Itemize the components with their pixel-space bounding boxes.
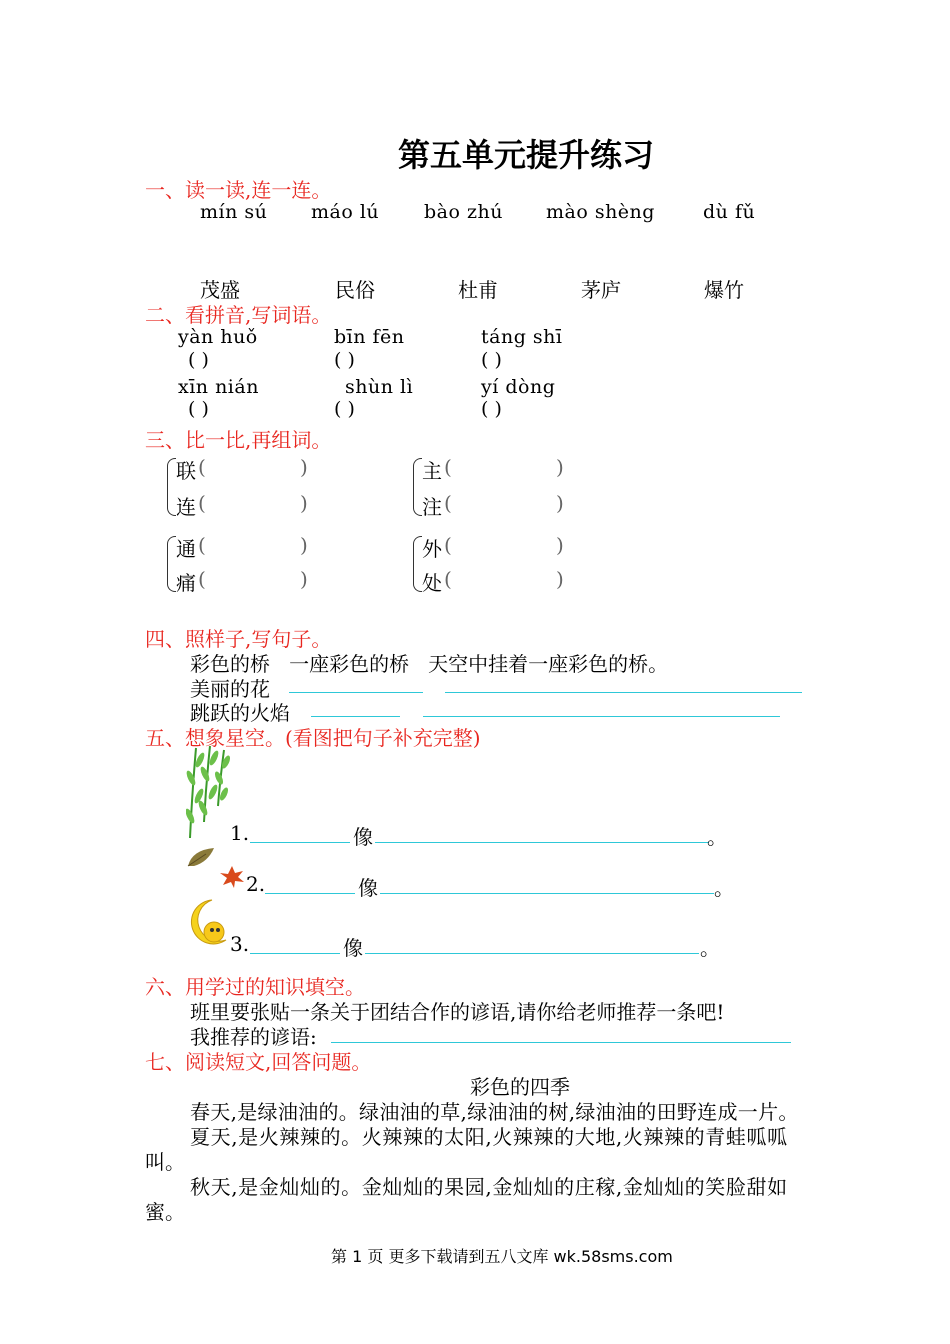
item-number: 3. [230,932,250,956]
example-sentence: 彩色的桥 一座彩色的桥 天空中挂着一座彩色的桥。 [190,652,669,676]
brace-icon [413,458,422,516]
answer-blank[interactable]: ( ) [334,398,355,420]
word-item: 茂盛 [200,278,240,302]
compare-char: 痛 [176,571,196,595]
pinyin-item: máo lú [311,201,380,223]
answer-blank[interactable]: ( ) [334,349,355,371]
page-title: 第五单元提升练习 [398,136,655,174]
page-footer: 第 1 页 更多下载请到五八文库 wk.58sms.com [331,1247,673,1266]
pinyin-item: dù fǔ [703,201,756,223]
section-1-heading: 一、读一读,连一连。 [145,178,332,202]
instruction-text: 班里要张贴一条关于团结合作的谚语,请你给老师推荐一条吧! [190,1000,725,1024]
section-5-heading: 五、想象星空。(看图把句子补充完整) [145,726,481,750]
brace-icon [167,458,176,516]
passage-paragraph: 春天,是绿油油的。绿油油的草,绿油油的树,绿油油的田野连成一片。 [190,1100,799,1124]
word-item: 爆竹 [704,278,744,302]
answer-line[interactable] [365,953,699,954]
answer-line[interactable] [265,893,355,894]
willow-branch-icon [186,744,230,840]
section-2-heading: 二、看拼音,写词语。 [145,303,332,327]
passage-title: 彩色的四季 [470,1075,570,1099]
moon-icon [186,896,232,950]
pinyin-item: yàn huǒ [178,326,258,348]
pinyin-item: táng shī [481,326,563,348]
answer-blank[interactable]: ) [556,567,564,591]
section-6-heading: 六、用学过的知识填空。 [145,975,365,999]
prompt-phrase: 美丽的花 [190,677,270,701]
answer-blank[interactable]: ) [300,455,308,479]
word-item: 茅庐 [581,278,621,302]
answer-line[interactable] [375,842,709,843]
pinyin-item: mín sú [200,201,268,223]
answer-line[interactable] [250,842,350,843]
compare-char: 主 [422,459,442,483]
item-number: 2. [246,872,266,896]
pinyin-item: xīn nián [178,376,259,398]
answer-blank[interactable]: ) [300,567,308,591]
xiang-label: 像 [353,825,373,849]
recommend-label: 我推荐的谚语: [190,1025,317,1049]
pinyin-item: bào zhú [424,201,503,223]
pinyin-item: shùn lì [345,376,414,398]
passage-paragraph: 秋天,是金灿灿的。金灿灿的果园,金灿灿的庄稼,金灿灿的笑脸甜如 [190,1175,788,1199]
answer-line[interactable] [311,716,400,717]
answer-line[interactable] [331,1042,791,1043]
pinyin-item: mào shèng [546,201,655,223]
passage-paragraph: 叫。 [145,1150,185,1174]
section-7-heading: 七、阅读短文,回答问题。 [145,1050,372,1074]
section-4-heading: 四、照样子,写句子。 [145,627,332,651]
open-paren: ( [198,533,206,557]
answer-line[interactable] [250,953,340,954]
open-paren: ( [444,533,452,557]
compare-char: 通 [176,537,196,561]
section-3-heading: 三、比一比,再组词。 [145,428,332,452]
pinyin-item: yí dòng [481,376,556,398]
passage-paragraph: 蜜。 [145,1200,185,1224]
maple-leaf-icon [218,864,246,890]
compare-char: 处 [422,571,442,595]
word-item: 杜甫 [458,278,498,302]
leaf-icon [186,846,216,870]
open-paren: ( [444,491,452,515]
compare-char: 注 [422,495,442,519]
passage-paragraph: 夏天,是火辣辣的。火辣辣的太阳,火辣辣的大地,火辣辣的青蛙呱呱 [190,1125,788,1149]
brace-icon [167,536,176,592]
compare-char: 外 [422,537,442,561]
word-item: 民俗 [335,278,375,302]
compare-char: 联 [176,459,196,483]
open-paren: ( [198,455,206,479]
answer-blank[interactable]: ) [556,491,564,515]
open-paren: ( [444,567,452,591]
answer-blank[interactable]: ) [556,455,564,479]
answer-blank[interactable]: ( ) [481,349,502,371]
period: 。 [700,936,720,960]
answer-blank[interactable]: ) [556,533,564,557]
answer-line[interactable] [423,716,780,717]
prompt-phrase: 跳跃的火焰 [190,701,290,725]
open-paren: ( [444,455,452,479]
period: 。 [714,876,734,900]
open-paren: ( [198,491,206,515]
answer-blank[interactable]: ) [300,533,308,557]
period: 。 [707,825,727,849]
brace-icon [413,536,422,592]
answer-blank[interactable]: ) [300,491,308,515]
item-number: 1. [230,821,250,845]
xiang-label: 像 [358,876,378,900]
compare-char: 连 [176,495,196,519]
answer-line[interactable] [289,692,423,693]
answer-line[interactable] [445,692,802,693]
answer-blank[interactable]: ( ) [481,398,502,420]
answer-line[interactable] [380,893,714,894]
xiang-label: 像 [343,936,363,960]
pinyin-item: bīn fēn [334,326,405,348]
open-paren: ( [198,567,206,591]
answer-blank[interactable]: ( ) [188,349,209,371]
answer-blank[interactable]: ( ) [188,398,209,420]
